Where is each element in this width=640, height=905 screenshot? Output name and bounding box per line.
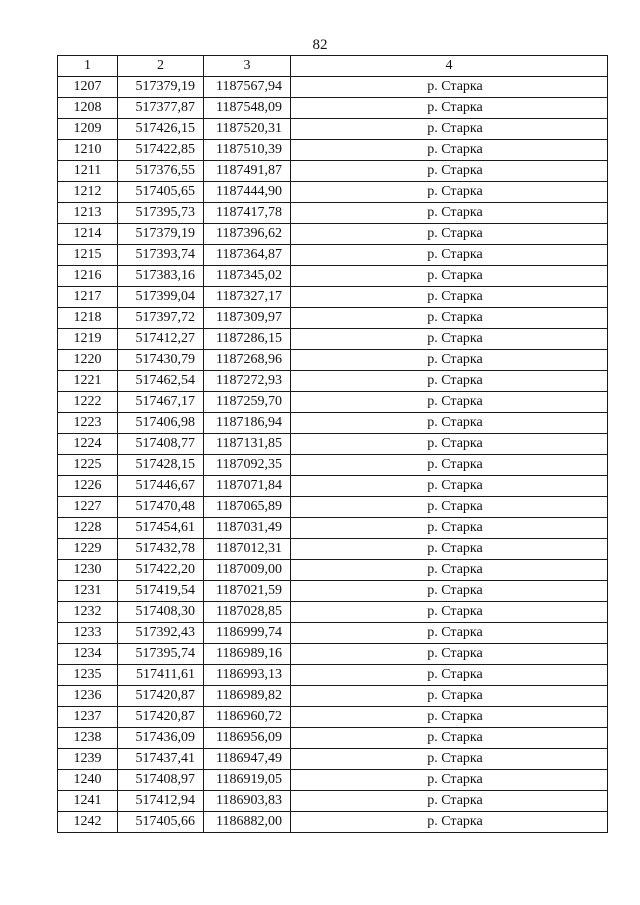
column-header-2: 2 (118, 56, 204, 77)
point-number-cell: 1210 (58, 140, 118, 161)
table-row (58, 581, 608, 602)
table-row (58, 812, 608, 833)
y-coordinate-cell: 1186919,05 (204, 770, 291, 791)
x-coordinate-cell: 517432,78 (118, 539, 204, 560)
table-row (58, 434, 608, 455)
y-coordinate-cell: 1186947,49 (204, 749, 291, 770)
object-name-cell: р. Старка (291, 287, 608, 308)
point-number-cell: 1215 (58, 245, 118, 266)
point-number-cell: 1232 (58, 602, 118, 623)
table-row (58, 308, 608, 329)
y-coordinate-cell: 1187012,31 (204, 539, 291, 560)
point-number-cell: 1230 (58, 560, 118, 581)
object-name-cell: р. Старка (291, 644, 608, 665)
table-row (58, 287, 608, 308)
x-coordinate-cell: 517426,15 (118, 119, 204, 140)
object-name-cell: р. Старка (291, 455, 608, 476)
object-name-cell: р. Старка (291, 791, 608, 812)
table-row (58, 371, 608, 392)
y-coordinate-cell: 1187186,94 (204, 413, 291, 434)
object-name-cell: р. Старка (291, 686, 608, 707)
table-row (58, 497, 608, 518)
x-coordinate-cell: 517397,72 (118, 308, 204, 329)
table-row (58, 728, 608, 749)
column-header-4: 4 (291, 56, 608, 77)
object-name-cell: р. Старка (291, 476, 608, 497)
point-number-cell: 1234 (58, 644, 118, 665)
point-number-cell: 1217 (58, 287, 118, 308)
column-header-3: 3 (204, 56, 291, 77)
x-coordinate-cell: 517446,67 (118, 476, 204, 497)
y-coordinate-cell: 1186989,82 (204, 686, 291, 707)
point-number-cell: 1208 (58, 98, 118, 119)
table-row (58, 455, 608, 476)
table-row (58, 770, 608, 791)
object-name-cell: р. Старка (291, 140, 608, 161)
y-coordinate-cell: 1186882,00 (204, 812, 291, 833)
x-coordinate-cell: 517420,87 (118, 686, 204, 707)
x-coordinate-cell: 517420,87 (118, 707, 204, 728)
x-coordinate-cell: 517422,20 (118, 560, 204, 581)
point-number-cell: 1218 (58, 308, 118, 329)
x-coordinate-cell: 517379,19 (118, 77, 204, 98)
point-number-cell: 1241 (58, 791, 118, 812)
y-coordinate-cell: 1187364,87 (204, 245, 291, 266)
y-coordinate-cell: 1187071,84 (204, 476, 291, 497)
x-coordinate-cell: 517395,74 (118, 644, 204, 665)
object-name-cell: р. Старка (291, 497, 608, 518)
y-coordinate-cell: 1187520,31 (204, 119, 291, 140)
x-coordinate-cell: 517422,85 (118, 140, 204, 161)
point-number-cell: 1220 (58, 350, 118, 371)
point-number-cell: 1242 (58, 812, 118, 833)
table-row (58, 623, 608, 644)
x-coordinate-cell: 517395,73 (118, 203, 204, 224)
table-row (58, 224, 608, 245)
table-row (58, 665, 608, 686)
table-row (58, 329, 608, 350)
x-coordinate-cell: 517412,27 (118, 329, 204, 350)
object-name-cell: р. Старка (291, 224, 608, 245)
table-row (58, 644, 608, 665)
y-coordinate-cell: 1187092,35 (204, 455, 291, 476)
table-row (58, 518, 608, 539)
object-name-cell: р. Старка (291, 392, 608, 413)
point-number-cell: 1235 (58, 665, 118, 686)
object-name-cell: р. Старка (291, 308, 608, 329)
point-number-cell: 1240 (58, 770, 118, 791)
object-name-cell: р. Старка (291, 812, 608, 833)
object-name-cell: р. Старка (291, 728, 608, 749)
table-row (58, 392, 608, 413)
point-number-cell: 1225 (58, 455, 118, 476)
x-coordinate-cell: 517419,54 (118, 581, 204, 602)
x-coordinate-cell: 517406,98 (118, 413, 204, 434)
x-coordinate-cell: 517412,94 (118, 791, 204, 812)
point-number-cell: 1216 (58, 266, 118, 287)
table-row (58, 77, 608, 98)
table-row (58, 539, 608, 560)
table-body (58, 77, 608, 833)
x-coordinate-cell: 517393,74 (118, 245, 204, 266)
x-coordinate-cell: 517408,97 (118, 770, 204, 791)
object-name-cell: р. Старка (291, 266, 608, 287)
object-name-cell: р. Старка (291, 413, 608, 434)
y-coordinate-cell: 1186960,72 (204, 707, 291, 728)
point-number-cell: 1222 (58, 392, 118, 413)
point-number-cell: 1213 (58, 203, 118, 224)
table-row (58, 98, 608, 119)
y-coordinate-cell: 1187396,62 (204, 224, 291, 245)
object-name-cell: р. Старка (291, 434, 608, 455)
x-coordinate-cell: 517377,87 (118, 98, 204, 119)
point-number-cell: 1228 (58, 518, 118, 539)
x-coordinate-cell: 517399,04 (118, 287, 204, 308)
x-coordinate-cell: 517454,61 (118, 518, 204, 539)
object-name-cell: р. Старка (291, 371, 608, 392)
y-coordinate-cell: 1187031,49 (204, 518, 291, 539)
point-number-cell: 1238 (58, 728, 118, 749)
object-name-cell: р. Старка (291, 161, 608, 182)
coordinates-table (57, 55, 608, 833)
table-row (58, 602, 608, 623)
point-number-cell: 1236 (58, 686, 118, 707)
object-name-cell: р. Старка (291, 623, 608, 644)
point-number-cell: 1239 (58, 749, 118, 770)
object-name-cell: р. Старка (291, 602, 608, 623)
table-row (58, 413, 608, 434)
point-number-cell: 1207 (58, 77, 118, 98)
point-number-cell: 1209 (58, 119, 118, 140)
x-coordinate-cell: 517430,79 (118, 350, 204, 371)
x-coordinate-cell: 517437,41 (118, 749, 204, 770)
x-coordinate-cell: 517376,55 (118, 161, 204, 182)
y-coordinate-cell: 1187259,70 (204, 392, 291, 413)
x-coordinate-cell: 517467,17 (118, 392, 204, 413)
y-coordinate-cell: 1187309,97 (204, 308, 291, 329)
y-coordinate-cell: 1186989,16 (204, 644, 291, 665)
object-name-cell: р. Старка (291, 329, 608, 350)
table-row (58, 203, 608, 224)
x-coordinate-cell: 517408,77 (118, 434, 204, 455)
point-number-cell: 1227 (58, 497, 118, 518)
table-row (58, 119, 608, 140)
point-number-cell: 1229 (58, 539, 118, 560)
table-header (58, 56, 608, 77)
object-name-cell: р. Старка (291, 518, 608, 539)
y-coordinate-cell: 1187417,78 (204, 203, 291, 224)
table-row (58, 791, 608, 812)
x-coordinate-cell: 517436,09 (118, 728, 204, 749)
table-row (58, 749, 608, 770)
table-row (58, 245, 608, 266)
y-coordinate-cell: 1186903,83 (204, 791, 291, 812)
point-number-cell: 1226 (58, 476, 118, 497)
point-number-cell: 1221 (58, 371, 118, 392)
object-name-cell: р. Старка (291, 539, 608, 560)
y-coordinate-cell: 1187567,94 (204, 77, 291, 98)
x-coordinate-cell: 517470,48 (118, 497, 204, 518)
table-row (58, 140, 608, 161)
y-coordinate-cell: 1186956,09 (204, 728, 291, 749)
x-coordinate-cell: 517462,54 (118, 371, 204, 392)
page-number: 82 (312, 37, 328, 53)
object-name-cell: р. Старка (291, 98, 608, 119)
y-coordinate-cell: 1187009,00 (204, 560, 291, 581)
x-coordinate-cell: 517411,61 (118, 665, 204, 686)
x-coordinate-cell: 517405,66 (118, 812, 204, 833)
object-name-cell: р. Старка (291, 119, 608, 140)
y-coordinate-cell: 1187021,59 (204, 581, 291, 602)
x-coordinate-cell: 517379,19 (118, 224, 204, 245)
x-coordinate-cell: 517405,65 (118, 182, 204, 203)
point-number-cell: 1231 (58, 581, 118, 602)
x-coordinate-cell: 517428,15 (118, 455, 204, 476)
y-coordinate-cell: 1187268,96 (204, 350, 291, 371)
point-number-cell: 1233 (58, 623, 118, 644)
table-row (58, 686, 608, 707)
table-row (58, 476, 608, 497)
table-row (58, 182, 608, 203)
object-name-cell: р. Старка (291, 581, 608, 602)
column-header-1: 1 (58, 56, 118, 77)
y-coordinate-cell: 1187272,93 (204, 371, 291, 392)
object-name-cell: р. Старка (291, 77, 608, 98)
object-name-cell: р. Старка (291, 560, 608, 581)
object-name-cell: р. Старка (291, 665, 608, 686)
object-name-cell: р. Старка (291, 245, 608, 266)
table-row (58, 560, 608, 581)
x-coordinate-cell: 517408,30 (118, 602, 204, 623)
object-name-cell: р. Старка (291, 749, 608, 770)
table-row (58, 161, 608, 182)
y-coordinate-cell: 1187491,87 (204, 161, 291, 182)
y-coordinate-cell: 1187286,15 (204, 329, 291, 350)
table-row (58, 266, 608, 287)
y-coordinate-cell: 1187444,90 (204, 182, 291, 203)
y-coordinate-cell: 1187345,02 (204, 266, 291, 287)
x-coordinate-cell: 517383,16 (118, 266, 204, 287)
point-number-cell: 1212 (58, 182, 118, 203)
point-number-cell: 1219 (58, 329, 118, 350)
point-number-cell: 1211 (58, 161, 118, 182)
object-name-cell: р. Старка (291, 182, 608, 203)
object-name-cell: р. Старка (291, 350, 608, 371)
y-coordinate-cell: 1187548,09 (204, 98, 291, 119)
point-number-cell: 1214 (58, 224, 118, 245)
object-name-cell: р. Старка (291, 203, 608, 224)
object-name-cell: р. Старка (291, 770, 608, 791)
table-row (58, 350, 608, 371)
table-row (58, 707, 608, 728)
y-coordinate-cell: 1187131,85 (204, 434, 291, 455)
y-coordinate-cell: 1186993,13 (204, 665, 291, 686)
y-coordinate-cell: 1187327,17 (204, 287, 291, 308)
y-coordinate-cell: 1187510,39 (204, 140, 291, 161)
header-row (58, 56, 608, 77)
point-number-cell: 1224 (58, 434, 118, 455)
object-name-cell: р. Старка (291, 707, 608, 728)
point-number-cell: 1223 (58, 413, 118, 434)
y-coordinate-cell: 1187065,89 (204, 497, 291, 518)
y-coordinate-cell: 1186999,74 (204, 623, 291, 644)
point-number-cell: 1237 (58, 707, 118, 728)
x-coordinate-cell: 517392,43 (118, 623, 204, 644)
y-coordinate-cell: 1187028,85 (204, 602, 291, 623)
